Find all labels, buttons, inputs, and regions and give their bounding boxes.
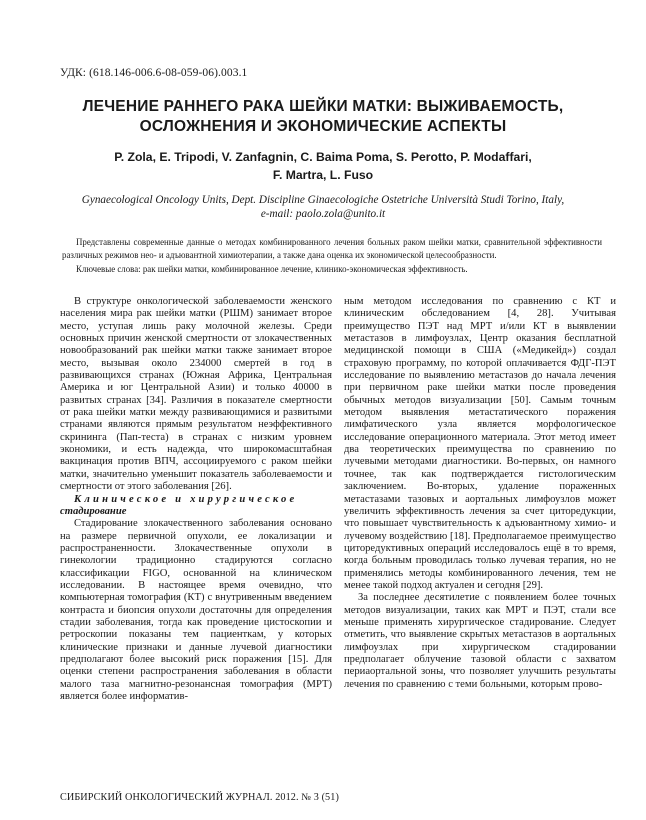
- continuation-paragraph: ным методом исследования по сравнению с КТ и клиническим обследованием [4, 28]. Учитывая преимущество ПЭТ над МРТ и/или КТ в выявлении метастазов в лимфоузлах, Центр оказания бесплатной медицинской помощи в США («Медикейд») создал страховую программу, по которой оплачивается ФДГ-ПЭТ исследование по выявлению метастазов до начала лечения при первичном раке шейки матки после проведения обычных методов визуализации [50]. Самым точным методом выявления метастатического поражения лимфатического узла является морфологическое исследование операционного материала. Этот метод имеет два теоретических преимущества по сравнению по лучевыми методами диагностики. Во-первых, он намного точнее, так как подтверждается гистологическим заключением. Во-вторых, удаление пораженных метастазами тазовых и аортальных лимфоузлов может увеличить эффективность лечения за счет циторедукции, что повышает чувствительность к адъювантному химио- и лучевому воздействию [18]. Предполагаемое преимущество циторедуктивных операций исследовалось ещё в то время, когда больным проводилась только лучевая терапия, но не применялись методы комбинированного лечения, тем не менее такой подход актуален и сегодня [29].: [344, 296, 616, 591]
- udc-code: УДК: (618.146-006.6-08-059-06).003.1: [60, 67, 248, 79]
- affiliation-email: e-mail: paolo.zola@unito.it: [260, 208, 386, 220]
- author-list-line-2: F. Martra, L. Fuso: [272, 168, 374, 182]
- author-list-line-1: P. Zola, E. Tripodi, V. Zanfagnin, C. Baima Poma, S. Perotto, P. Modaffari,: [114, 150, 532, 164]
- affiliation-line-1: Gynaecological Oncology Units, Dept. Discipline Ginaecologiche Ostetriche Università Studi Torino, Italy,: [81, 194, 565, 206]
- section-heading-staging-tail: стадирование: [60, 505, 127, 517]
- abstract: [62, 236, 602, 261]
- journal-footer: СИБИРСКИЙ ОНКОЛОГИЧЕСКИЙ ЖУРНАЛ. 2012. № 3 (51): [60, 792, 339, 803]
- section-heading-staging: Клиническое и хирургическое: [74, 493, 298, 505]
- surgical-staging-paragraph: За последнее десятилетие с появлением более точных методов визуализации, таких как МРТ и ПЭТ, стали все меньше применять хирургическое стадирование. Следует отметить, что выявление скрытых метастазов в аортальных лимфоузлах при хирургическом стадировании предполагает облучение тазовой области с захватом периаортальной зоны, что позволяет улучшить результаты лечения по сравнению с теми больными, которым прово-: [344, 592, 616, 690]
- article-title-line-1: ЛЕЧЕНИЕ РАННЕГО РАКА ШЕЙКИ МАТКИ: ВЫЖИВАЕМОСТЬ,: [82, 98, 564, 115]
- author-list: [40, 148, 606, 184]
- staging-paragraph: Стадирование злокачественного заболевания основано на размере первичной опухоли, ее локализации и распространенности. Злокачественные опухоли в гинекологии традиционно стадируются согласно классификации FIGO, основанной на клиническом исследовании. В настоящее время очевидно, что компьютерная томография (КТ) с внутривенным введением контраста и биопсия опухоли достаточны для определения стадии заболевания, тогда как проведение цистоскопии и ретроскопии показаны тем пациенткам, у которых клинические признаки и данные лучевой диагностики предполагают более высокий риск поражения [15]. Для оценки степени распространения заболевания в области малого таза магнитно-резонансная томография (МРТ) является более информатив-: [60, 518, 332, 702]
- abstract-text: Представлены современные данные о методах комбинированного лечения больных раком шейки матки, сравнительной эффективности различных режимов нео- и адъювантной химиотерапии, а также дана оценка их экономической целесообразности.: [62, 237, 602, 260]
- body-column-right: [344, 296, 616, 691]
- affiliation: [40, 193, 606, 221]
- article-title: [40, 97, 606, 137]
- keywords: Ключевые слова: рак шейки матки, комбинированное лечение, клинико-экономическая эффективность.: [76, 264, 468, 274]
- intro-paragraph: В структуре онкологической заболеваемости женского населения мира рак шейки матки (РШМ) занимает второе место, уступая лишь раку молочной железы. Среди основных причин женской смертности от злокачественных новообразований рак шейки матки также занимает второе место, вызывая около 234000 смертей в год в развивающихся странах (Южная Африка, Центральная Америка и юг Центральной Азии) и только 40000 в развитых странах [34]. Различия в показателе смертности от рака шейки матки между развивающимися и развитыми странами являются прямым результатом неэффективного скрининга (Пап-теста) в странах с низким уровнем экономики, и есть надежда, что широкомасштабная вакцинация против ВПЧ, ассоциируемого с раком шейки матки, значительно уменьшит показатель заболеваемости и смертности от этого заболевания [26].: [60, 296, 332, 493]
- body-column-left: [60, 296, 332, 703]
- article-title-line-2: ОСЛОЖНЕНИЯ И ЭКОНОМИЧЕСКИЕ АСПЕКТЫ: [139, 118, 507, 135]
